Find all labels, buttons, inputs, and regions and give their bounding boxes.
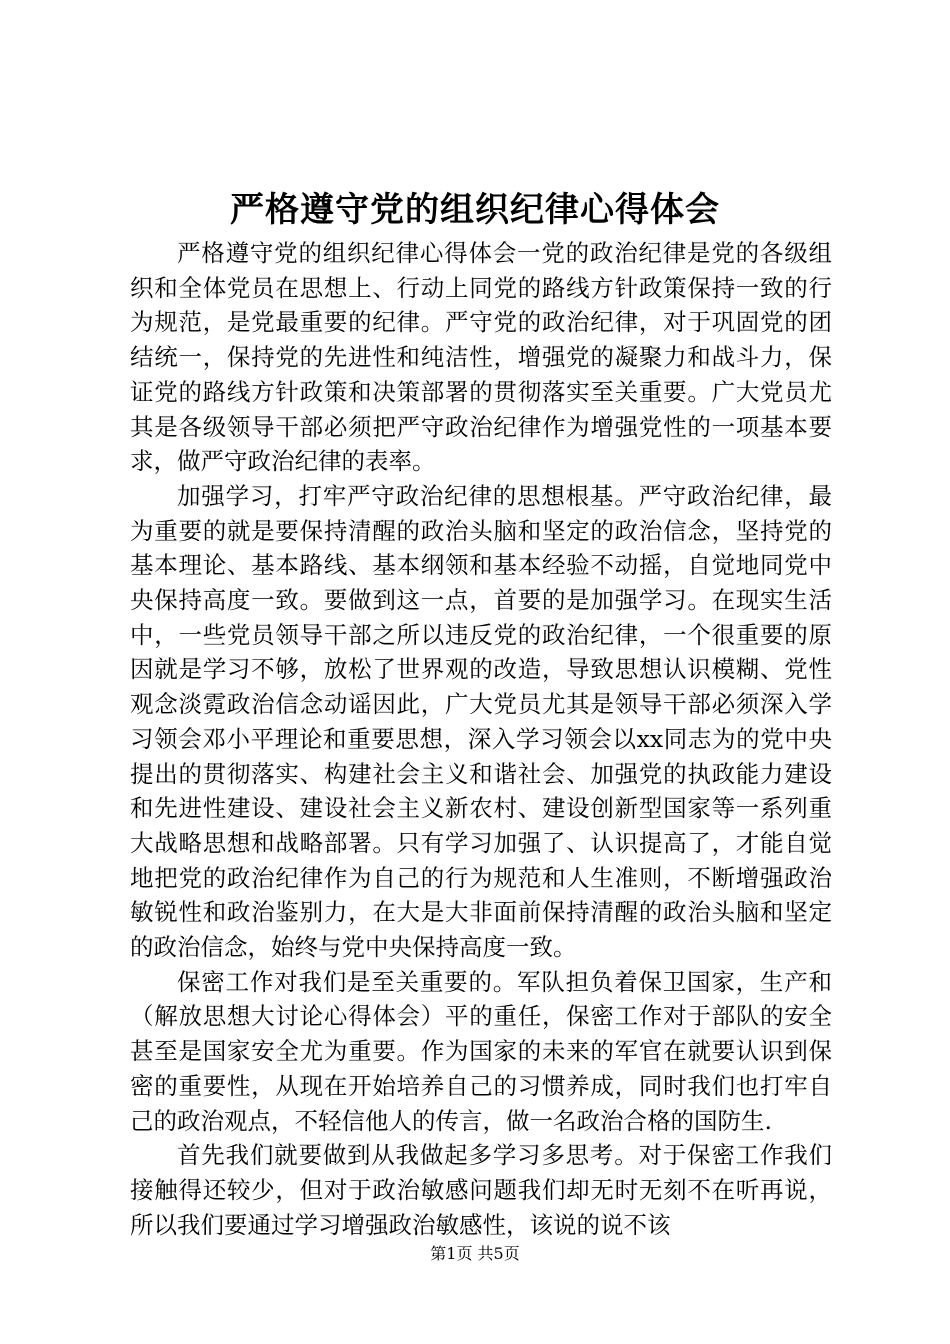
paragraph-1: 严格遵守党的组织纪律心得体会一党的政治纪律是党的各级组织和全体党员在思想上、行动上同党的路线方针政策保持一致的行为规范，是党最重要的纪律。严守党的政治纪律，对于巩固党的团结统一，保持党的先进性和纯洁性，增强党的凝聚力和战斗力，保证党的路线方针政策和决策部署的贯彻落实至关重要。广大党员尤其是各级领导干部必须把严守政治纪律作为增强党性的一项基本要求，做严守政治纪律的表率。 <box>130 239 832 476</box>
paragraph-3: 保密工作对我们是至关重要的。军队担负着保卫国家，生产和（解放思想大讨论心得体会）平的重任，保密工作对于部队的安全甚至是国家安全尤为重要。作为国家的未来的军官在就要认识到保密的重要性，从现在开始培养自己的习惯养成，同时我们也打牢自己的政治观点，不轻信他人的传言，做一名政治合格的国防生. <box>130 967 832 1135</box>
page-number-footer: 第1页 共5页 <box>430 1244 520 1263</box>
paragraph-4: 首先我们就要做到从我做起多学习多思考。对于保密工作我们接触得还较少，但对于政治敏感问题我们却无时无刻不在听再说，所以我们要通过学习增强政治敏感性，该说的说不该 <box>130 1141 832 1239</box>
paragraph-2: 加强学习，打牢严守政治纪律的思想根基。严守政治纪律，最为重要的就是要保持清醒的政治头脑和坚定的政治信念，坚持党的基本理论、基本路线、基本纲领和基本经验不动摇，自觉地同党中央保持高度一致。要做到这一点，首要的是加强学习。在现实生活中，一些党员领导干部之所以违反党的政治纪律，一个很重要的原因就是学习不够，放松了世界观的改造，导致思想认识模糊、党性观念淡霓政治信念动谣因此，广大党员尤其是领导干部必须深入学习领会邓小平理论和重要思想，深入学习领会以xx同志为的党中央提出的贯彻落实、构建社会主义和谐社会、加强党的执政能力建设和先进性建设、建设社会主义新农村、建设创新型国家等一系列重大战略思想和战略部署。只有学习加强了、认识提高了，才能自觉地把党的政治纪律作为自己的行为规范和人生准则，不断增强政治敏锐性和政治鉴别力，在大是大非面前保持清醒的政治头脑和坚定的政治信念，始终与党中央保持高度一致。 <box>130 481 832 962</box>
document-title: 严格遵守党的组织纪律心得体会 <box>230 190 720 230</box>
document-body <box>130 236 832 1242</box>
